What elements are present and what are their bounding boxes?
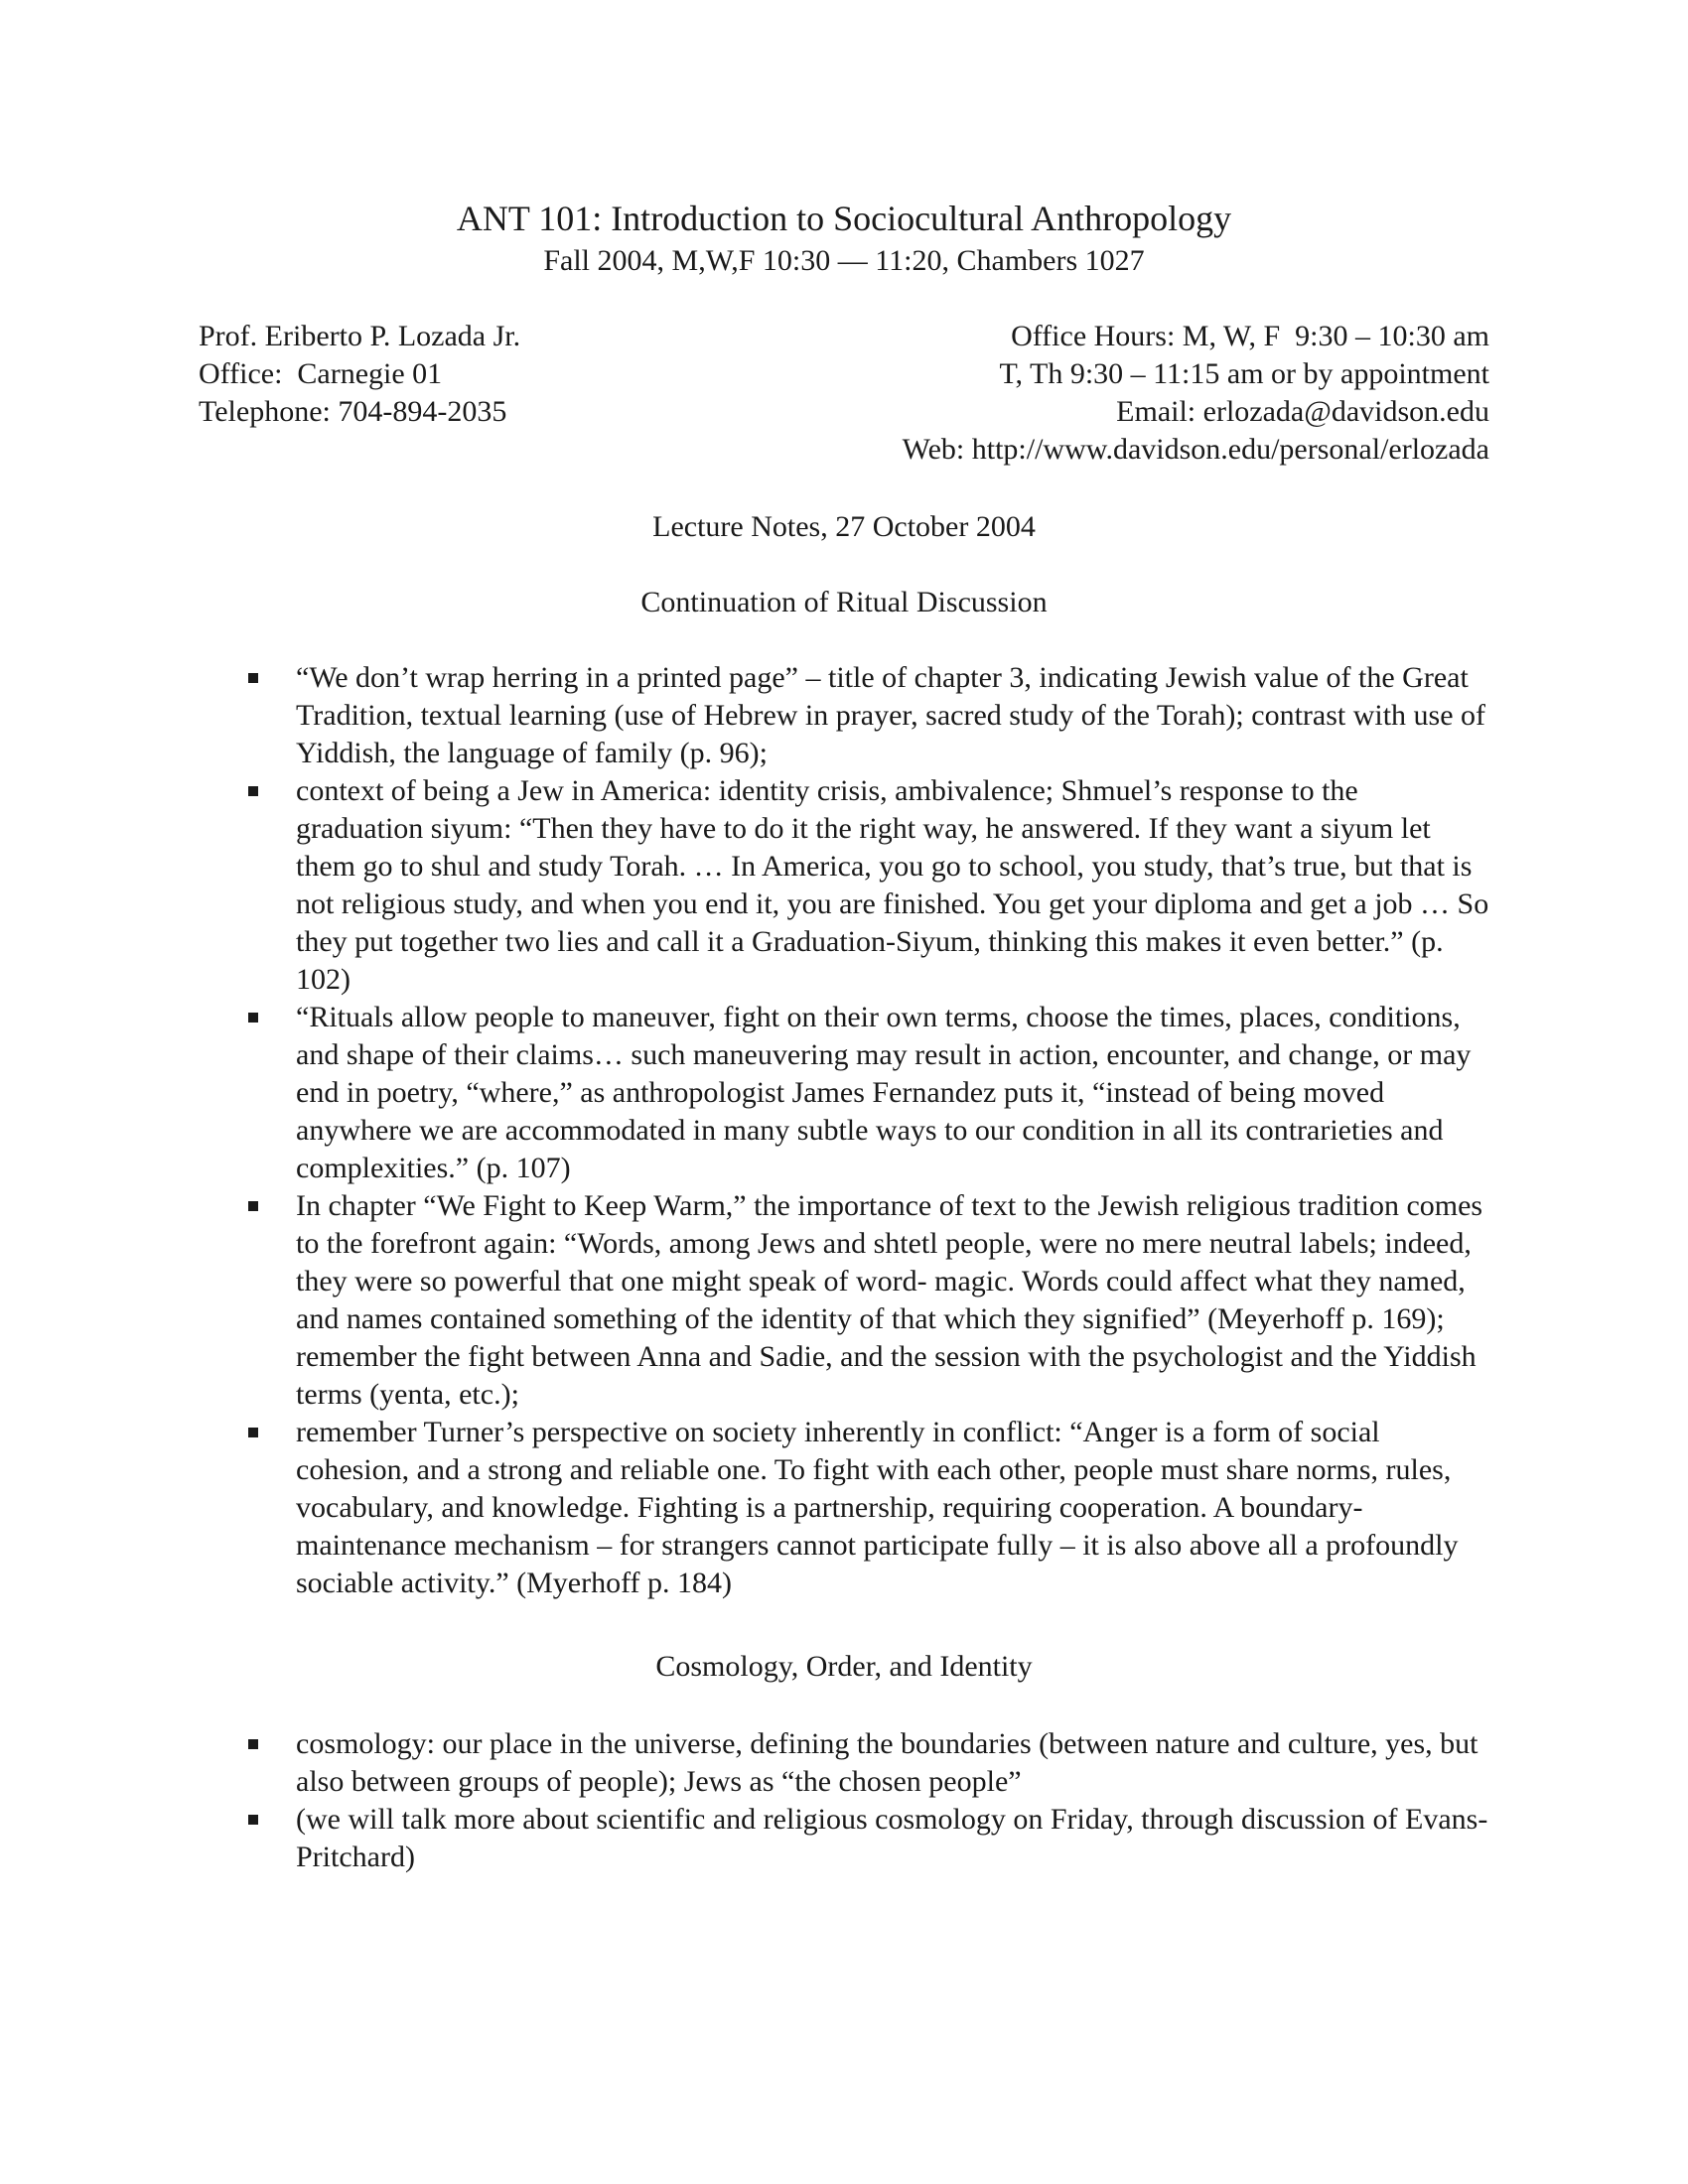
instructor-telephone: Telephone: 704-894-2035 [199,395,507,428]
bullet-square-icon [248,1428,258,1437]
list-item [248,659,1489,772]
bullet-square-icon [248,673,258,683]
list-item [248,1187,1489,1414]
list-item-text: “We don’t wrap herring in a printed page” – title of chapter 3, indicating Jewish value of the Great Tradition, textual learning (use of Hebrew in prayer, sacred study of the Torah); contrast with use of Yiddish, the language of family (p. 96); [296,661,1486,769]
instructor-web: Web: http://www.davidson.edu/personal/erlozada [902,433,1489,466]
bullet-square-icon [248,1739,258,1749]
list-item [248,772,1489,999]
section-heading-cosmology: Cosmology, Order, and Identity [655,1650,1033,1683]
list-item-text: cosmology: our place in the universe, defining the boundaries (between nature and culture, yes, but also between groups of people); Jews as “the chosen people” [296,1727,1478,1798]
ritual-bullet-list [248,659,1489,1602]
instructor-contact [199,318,520,431]
list-item-text: remember Turner’s perspective on society inherently in conflict: “Anger is a form of social cohesion, and a strong and reliable one. To fight with each other, people must share norms, rules, vocabulary, and knowledge. Fighting is a partnership, requiring cooperation. A boundary-maintenance mechanism – for strangers cannot participate fully – it is also above all a profoundly sociable activity.” (Myerhoff p. 184) [296,1416,1459,1599]
course-title: ANT 101: Introduction to Sociocultural Anthropology [456,199,1232,238]
instructor-email: Email: erlozada@davidson.edu [1116,395,1489,428]
list-item-text: In chapter “We Fight to Keep Warm,” the importance of text to the Jewish religious tradition comes to the forefront again: “Words, among Jews and shtetl people, were no mere neutral labels; indeed, they were so powerful that one might speak of word- magic. Words could affect what they named, and names contained something of the identity of that which they signified” (Meyerhoff p. 169); remember the fight between Anna and Sadie, and the session with the psychologist and the Yiddish terms (yenta, etc.); [296,1189,1483,1411]
bullet-square-icon [248,1201,258,1211]
list-item [248,1725,1489,1801]
list-item [248,1801,1489,1876]
office-hours-block [903,318,1489,469]
instructor-name: Prof. Eriberto P. Lozada Jr. [199,320,521,352]
list-item [248,999,1489,1187]
section-heading-ritual: Continuation of Ritual Discussion [640,586,1048,618]
bullet-square-icon [248,1013,258,1023]
bullet-square-icon [248,1815,258,1825]
bullet-square-icon [248,786,258,796]
list-item [248,1414,1489,1602]
office-hours-tth: T, Th 9:30 – 11:15 am or by appointment [999,357,1489,390]
list-item-text: “Rituals allow people to maneuver, fight on their own terms, choose the times, places, conditions, and shape of their claims… such maneuvering may result in action, encounter, and change, or may end in poetry, “where,” as anthropologist James Fernandez puts it, “instead of being moved anywhere we are accommodated in many subtle ways to our condition in all its contrarieties and complexities.” (p. 107) [296,1001,1472,1184]
course-schedule: Fall 2004, M,W,F 10:30 — 11:20, Chambers 1027 [543,244,1145,277]
list-item-text: (we will talk more about scientific and religious cosmology on Friday, through discussion of Evans-Pritchard) [296,1803,1488,1873]
instructor-office: Office: Carnegie 01 [199,357,443,390]
lecture-notes-date: Lecture Notes, 27 October 2004 [652,510,1036,543]
office-hours-mwf: Office Hours: M, W, F 9:30 – 10:30 am [1011,320,1489,352]
cosmology-bullet-list [248,1725,1489,1876]
list-item-text: context of being a Jew in America: identity crisis, ambivalence; Shmuel’s response to the graduation siyum: “Then they have to do it the right way, he answered. If they want a siyum let them go to shul and study Torah. … In America, you go to school, you study, that’s true, but that is not religious study, and when you end it, you are finished. You get your diploma and get a job … So they put together two lies and call it a Graduation-Siyum, thinking this makes it even better.” (p. 102) [296,774,1489,996]
